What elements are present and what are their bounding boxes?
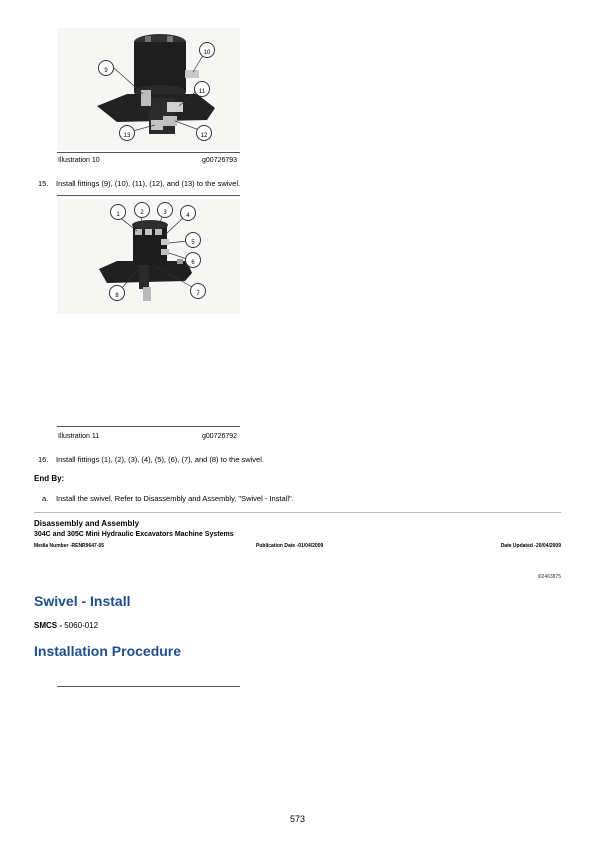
illustration-10-image (57, 28, 240, 150)
end-by-item-text: Install the swivel. Refer to Disassembly and Assembly, "Swivel - Install". (56, 494, 294, 503)
smcs-label: SMCS - (34, 621, 62, 630)
smcs-line (34, 621, 98, 630)
section-divider (34, 512, 561, 513)
callout-7: 7 (196, 291, 200, 297)
callout-4: 4 (186, 213, 190, 219)
end-by-heading: End By: (34, 474, 65, 483)
callout-8: 8 (115, 293, 119, 299)
step-16-text: Install fittings (1), (2), (3), (4), (5), (6), (7), and (8) to the swivel. (56, 455, 264, 464)
callout-12: 12 (200, 133, 208, 139)
callout-5: 5 (191, 240, 195, 246)
media-number: Media Number -RENR9647-05 (34, 543, 105, 549)
page-number: 573 (289, 814, 306, 824)
publication-date: Publication Date -01/04/2009 (256, 543, 324, 549)
callout-6: 6 (191, 260, 195, 266)
illustration-11-top-rule (57, 195, 240, 196)
illustration-10-label: Illustration 10 (58, 157, 100, 164)
illustration-11-image (57, 199, 240, 314)
step-15-number: 15. (38, 179, 49, 188)
callout-2: 2 (140, 210, 144, 216)
callout-1: 1 (116, 212, 120, 218)
illustration-11-code: g00726792 (202, 433, 238, 440)
section-title: Swivel - Install (34, 593, 131, 609)
illustration-11-label: Illustration 11 (58, 433, 100, 440)
procedure-rule (57, 686, 240, 687)
smcs-value: 5060-012 (64, 621, 99, 630)
date-updated: Date Updated -20/04/2009 (500, 543, 561, 549)
step-16-number: 16. (38, 455, 49, 464)
callout-10: 10 (203, 50, 211, 56)
callout-13: 13 (123, 133, 131, 139)
illustration-10-code: g00726793 (202, 157, 238, 164)
procedure-title: Installation Procedure (34, 643, 182, 659)
illustration-10-rule (57, 152, 240, 153)
doc-subtitle: 304C and 305C Mini Hydraulic Excavators Machine Systems (34, 531, 234, 538)
doc-title: Disassembly and Assembly (34, 519, 140, 528)
callout-11: 11 (198, 89, 206, 95)
callout-3: 3 (163, 210, 167, 216)
callout-9: 9 (104, 68, 108, 74)
end-by-item-letter: a. (42, 494, 49, 503)
step-15-text: Install fittings (9), (10), (11), (12), and (13) to the swivel. (56, 179, 241, 188)
doc-id: i02463875 (537, 574, 561, 580)
illustration-11-rule (57, 426, 240, 427)
